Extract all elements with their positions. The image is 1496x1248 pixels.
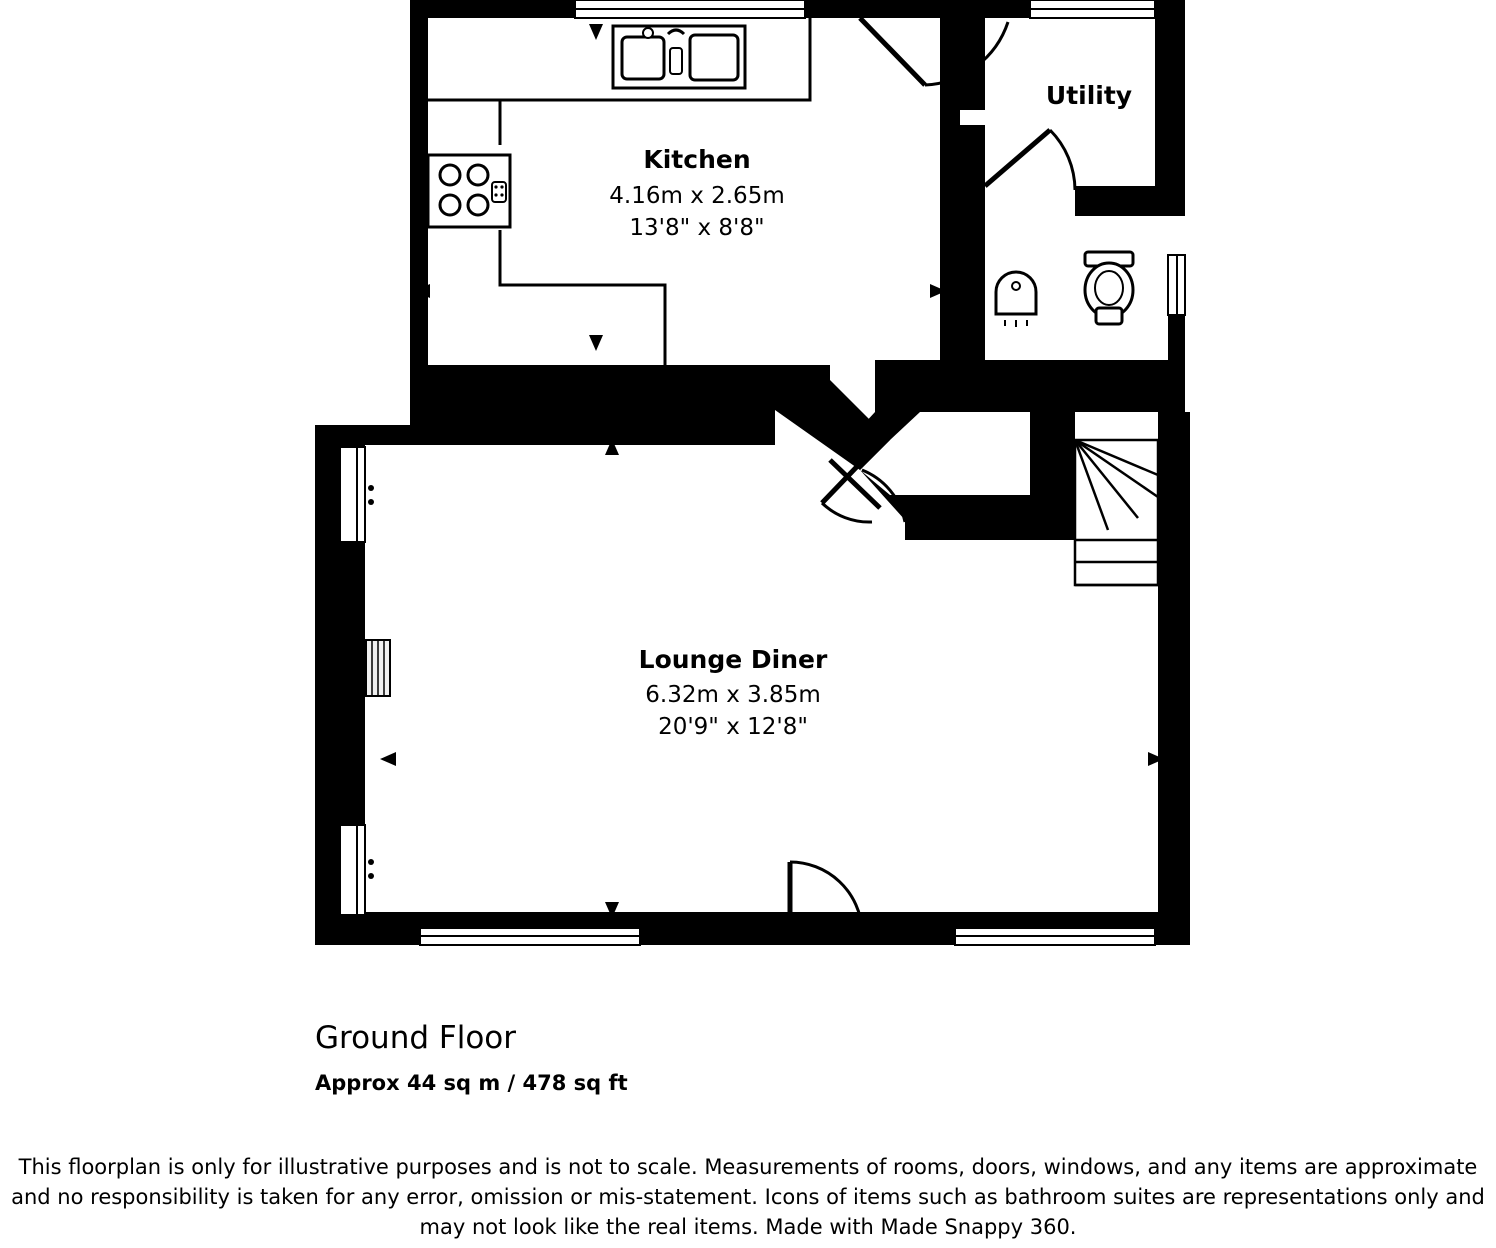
arrow-kitchen-bottom <box>589 335 603 351</box>
wall-utility-wc-divider <box>1075 186 1185 216</box>
room-label-lounge-metric: 6.32m x 3.85m <box>645 682 821 708</box>
wall-utility-bottom <box>875 360 1185 412</box>
window-lounge-left-1 <box>340 447 365 542</box>
door-arc-utility-internal <box>1050 130 1075 190</box>
room-label-lounge-name: Lounge Diner <box>638 645 828 674</box>
arrow-lounge-left <box>380 752 396 766</box>
room-label-kitchen-name: Kitchen <box>643 145 751 174</box>
staircase-icon <box>1075 440 1158 585</box>
door-leaf-utility-internal <box>985 130 1050 186</box>
floor-title: Ground Floor <box>315 1020 517 1056</box>
door-leaf-lounge-hall <box>822 453 870 503</box>
wall-kitchen-left <box>410 0 428 365</box>
wall-lounge-right <box>1158 412 1190 945</box>
floor-area: Approx 44 sq m / 478 sq ft <box>315 1071 628 1095</box>
room-label-kitchen-metric: 4.16m x 2.65m <box>609 183 785 209</box>
wall-utility-right-top <box>1155 0 1185 200</box>
disclaimer-line-1: This floorplan is only for illustrative purposes and is not to scale. Measurements of rooms, doors, windows, and any items are approximate <box>18 1155 1478 1179</box>
room-label-utility-name: Utility <box>1045 81 1133 110</box>
kitchen-sink-icon <box>613 26 745 88</box>
wall-hall-left <box>940 125 985 360</box>
wash-basin-icon <box>996 272 1036 327</box>
counter-line-top <box>428 100 500 145</box>
door-leaf-utility-top <box>860 18 925 85</box>
disclaimer-line-2: and no responsibility is taken for any error, omission or mis-statement. Icons of items such as bathroom suites are representations only and <box>11 1185 1485 1209</box>
room-label-kitchen-imperial: 13'8" x 8'8" <box>629 215 765 241</box>
disclaimer <box>0 1152 1496 1242</box>
arrow-kitchen-top <box>589 24 603 40</box>
disclaimer-line-3: may not look like the real items. Made with Made Snappy 360. <box>419 1215 1077 1239</box>
hob-icon <box>428 155 510 227</box>
radiator-icon <box>366 640 390 696</box>
wall-hall-left-top <box>940 0 985 125</box>
window-lounge-left-2 <box>340 825 365 915</box>
door-arc-lounge-hall <box>822 503 872 522</box>
wall-lounge-top <box>410 410 775 445</box>
counter-line-lower <box>500 230 665 365</box>
room-label-lounge-imperial: 20'9" x 12'8" <box>658 714 808 740</box>
toilet-icon <box>1085 252 1133 324</box>
wall-kitchen-bottom <box>410 365 775 410</box>
wall-kitchen-top-right <box>860 0 940 18</box>
